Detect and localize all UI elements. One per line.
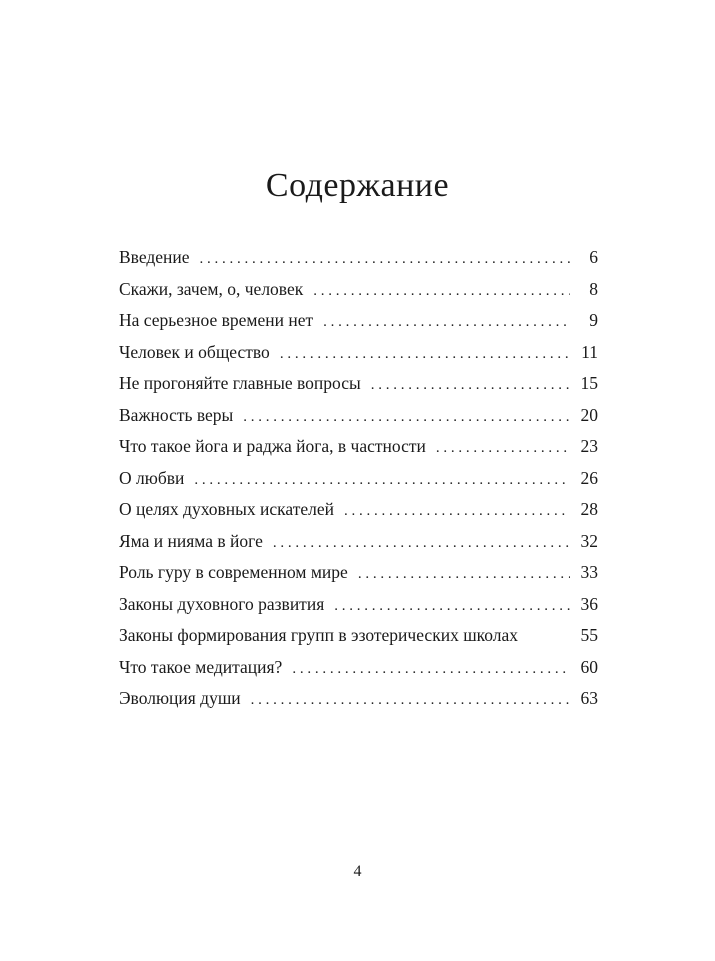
dot-leader — [292, 656, 570, 682]
toc-entry — [119, 685, 598, 717]
toc-entry — [119, 465, 598, 497]
toc-entry-title: Яма и нияма в йоге — [119, 530, 263, 551]
toc-entry — [119, 244, 598, 276]
toc-entry-page: 63 — [580, 688, 598, 708]
toc-entry-title: О любви — [119, 467, 185, 488]
dot-leader — [436, 435, 570, 461]
toc-entry-page: 11 — [581, 341, 598, 362]
toc-entry-title: Роль гуру в современном мире — [119, 562, 348, 582]
dot-leader — [280, 341, 570, 367]
toc-entry-title: Законы духовного развития — [119, 593, 325, 614]
toc-entry — [119, 370, 598, 402]
toc-entry-page: 6 — [589, 247, 598, 267]
page-title: Содержание — [265, 167, 450, 204]
toc-entry — [119, 528, 598, 560]
toc-entry — [119, 654, 598, 686]
toc-entry-title: Что такое медитация? — [119, 656, 283, 677]
toc-entry — [119, 276, 598, 308]
toc-entry-page: 8 — [589, 278, 598, 299]
toc-entry-title: Эволюция души — [119, 688, 241, 708]
toc-entry-page: 28 — [580, 499, 598, 519]
toc-entry-page: 20 — [580, 404, 598, 425]
page-number: 4 — [353, 863, 362, 880]
table-of-contents — [119, 244, 598, 717]
dot-leader — [251, 687, 570, 713]
dot-leader — [313, 278, 570, 304]
toc-entry-title: Скажи, зачем, о, человек — [119, 278, 304, 299]
dot-leader — [200, 246, 570, 272]
toc-entry — [119, 559, 598, 591]
dot-leader — [334, 593, 570, 619]
toc-entry-page: 33 — [580, 562, 598, 582]
dot-leader — [194, 467, 570, 493]
toc-entry — [119, 339, 598, 371]
dot-leader — [243, 404, 570, 430]
dot-leader — [358, 561, 570, 587]
toc-entry — [119, 591, 598, 623]
toc-entry-page: 36 — [580, 593, 598, 614]
toc-entry — [119, 307, 598, 339]
dot-leader — [371, 372, 570, 398]
toc-entry — [119, 496, 598, 528]
toc-entry-title: На серьезное времени нет — [119, 310, 314, 330]
toc-entry-title: Введение — [119, 247, 190, 267]
toc-entry — [119, 433, 598, 465]
toc-entry-page: 23 — [580, 436, 598, 456]
toc-entry-title: О целях духовных искателей — [119, 499, 335, 519]
dot-leader — [344, 498, 570, 524]
toc-entry — [119, 402, 598, 434]
toc-entry-page: 60 — [580, 656, 598, 677]
dot-leader — [323, 309, 570, 335]
toc-entry-title: Не прогоняйте главные вопросы — [119, 373, 361, 393]
toc-entry-title: Что такое йога и раджа йога, в частности — [119, 436, 426, 456]
toc-entry-page: 15 — [580, 373, 598, 393]
toc-entry-page: 32 — [580, 530, 598, 551]
toc-entry — [119, 622, 598, 654]
toc-entry-title: Человек и общество — [119, 341, 270, 362]
toc-entry-page: 55 — [580, 625, 598, 645]
toc-entry-page: 9 — [589, 310, 598, 330]
dot-leader — [273, 530, 570, 556]
toc-entry-page: 26 — [580, 467, 598, 488]
toc-entry-title: Законы формирования групп в эзотерических школах — [119, 625, 519, 645]
toc-entry-title: Важность веры — [119, 404, 234, 425]
